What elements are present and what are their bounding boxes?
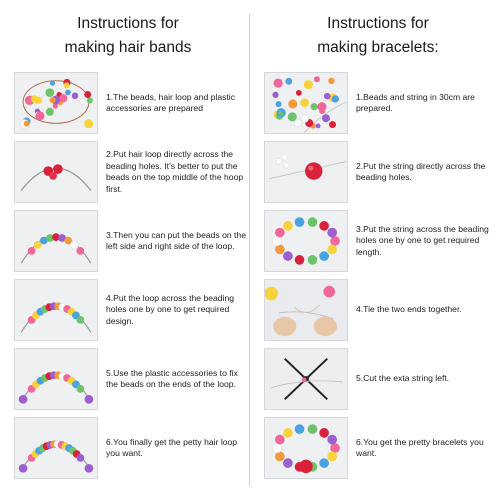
hairband-step-3-photo	[14, 210, 98, 272]
bead-icon	[19, 464, 28, 473]
bracelet-step-2-photo	[264, 141, 348, 203]
bead-icon	[288, 99, 297, 108]
bracelet-step-2	[258, 141, 498, 203]
bead-icon	[319, 221, 329, 231]
bead-icon	[296, 90, 302, 96]
bracelet-step-4-text: 4.Tie the two ends together.	[356, 304, 462, 315]
bracelet-step-5-text: 5.Cut the exta string left.	[356, 373, 450, 384]
bead-icon	[314, 76, 320, 82]
bracelet-step-3-photo	[264, 210, 348, 272]
bead-icon	[77, 385, 85, 393]
bead-icon	[64, 82, 70, 88]
bead-icon	[80, 99, 86, 105]
hairband-step-4	[8, 279, 248, 341]
bead-icon	[328, 78, 334, 84]
bead-icon	[31, 95, 39, 103]
bead-icon	[308, 217, 318, 227]
bead-icon	[272, 236, 282, 246]
bead-icon	[295, 217, 305, 227]
bead-icon	[275, 228, 285, 238]
bead-icon	[276, 101, 282, 107]
hairband-step-3-text: 3.Then you can put the beads on the left side and right side of the loop.	[106, 229, 246, 251]
bead-icon	[327, 245, 337, 255]
bead-icon	[330, 443, 340, 453]
bead-icon	[50, 97, 56, 103]
bead-icon	[300, 98, 309, 107]
hairbands-title-line1: Instructions for	[77, 15, 179, 32]
bracelet-step-3-text: 3.Put the string across the beading holes one by one to get required length.	[356, 223, 489, 257]
bead-icon	[19, 395, 28, 404]
bracelet-step-1-text: 1.Beads and string in 30cm are prepared.	[356, 91, 475, 113]
bracelet-step-6-photo	[264, 417, 348, 479]
bead-icon	[329, 121, 336, 128]
bracelet-step-1	[258, 72, 498, 134]
bead-icon	[87, 97, 93, 103]
bracelet-step-4	[258, 279, 498, 341]
bracelet-step-1-photo	[264, 72, 348, 134]
bead-icon	[275, 435, 285, 445]
hairband-step-2	[8, 141, 248, 203]
bead-icon	[28, 247, 36, 255]
bead-icon	[77, 454, 85, 462]
bracelet-step-6	[258, 417, 498, 479]
bead-icon	[46, 108, 54, 116]
bead-icon	[327, 435, 337, 445]
bead-icon	[77, 247, 85, 255]
bracelets-column	[258, 0, 498, 500]
bead-icon	[278, 111, 283, 116]
bead-icon	[272, 92, 278, 98]
bead-icon	[285, 78, 292, 85]
bead-icon	[299, 460, 313, 474]
bead-icon	[45, 88, 54, 97]
bead-icon	[322, 114, 330, 122]
bracelet-step-3	[258, 210, 498, 272]
bead-icon	[50, 81, 55, 86]
bead-icon	[84, 91, 91, 98]
hairband-step-6-photo	[14, 417, 98, 479]
bead-icon	[319, 108, 325, 114]
hairband-step-5-photo	[14, 348, 98, 410]
bead-icon	[72, 93, 79, 100]
hairband-step-2-photo	[14, 141, 98, 203]
bead-icon	[319, 428, 329, 438]
bracelets-title-line2: making bracelets:	[317, 39, 439, 56]
bead-icon	[283, 428, 293, 438]
bead-icon	[295, 424, 305, 434]
hairband-step-3	[8, 210, 248, 272]
bead-icon	[330, 236, 340, 246]
bead-icon	[70, 241, 78, 249]
bead-icon	[327, 452, 337, 462]
bead-icon	[311, 103, 318, 110]
bead-icon	[319, 251, 329, 261]
bracelet-step-5-photo	[264, 348, 348, 410]
bead-icon	[36, 111, 45, 120]
bead-icon	[283, 251, 293, 261]
bead-icon	[85, 395, 94, 404]
bracelets-title-line1: Instructions for	[327, 15, 429, 32]
bead-icon	[308, 424, 318, 434]
hairbands-title	[8, 12, 248, 60]
bead-icon	[301, 114, 309, 122]
hairband-step-4-text: 4.Put the loop across the beading holes one by one to get required design.	[106, 292, 235, 326]
bead-icon	[283, 458, 293, 468]
bead-icon	[274, 78, 283, 87]
hairband-step-1-text: 1.The beads, hair loop and plastic accessories are prepared	[106, 91, 235, 113]
bead-icon	[332, 95, 339, 102]
hairband-step-1	[8, 72, 248, 134]
bead-icon	[324, 93, 331, 100]
hairbands-title-line2: making hair bands	[64, 39, 192, 56]
hairbands-column	[8, 0, 248, 500]
hairband-step-5	[8, 348, 248, 410]
hairband-step-5-text: 5.Use the plastic accessories to fix the beads on the ends of the loop.	[106, 367, 238, 389]
bracelet-step-5	[258, 348, 498, 410]
bracelet-step-2-text: 2.Put the string directly across the beading holes.	[356, 160, 486, 182]
bead-icon	[77, 316, 85, 324]
bead-icon	[85, 464, 94, 473]
column-divider	[249, 14, 250, 486]
bead-icon	[316, 123, 321, 128]
hairband-step-6-text: 6.You finally get the petty hair loop you want.	[106, 436, 238, 458]
bracelet-step-6-text: 6.You get the pretty bracelets you want.	[356, 436, 484, 458]
hairband-step-4-photo	[14, 279, 98, 341]
bead-icon	[288, 112, 297, 121]
bead-icon	[59, 94, 68, 103]
bead-icon	[319, 458, 329, 468]
bead-icon	[304, 80, 313, 89]
bead-icon	[24, 121, 30, 127]
bead-icon	[308, 255, 318, 265]
bead-icon	[272, 443, 282, 453]
hairband-step-2-text: 2.Put hair loop directly across the beading holes. It's better to put the beads on the top middle of the hoop first.	[106, 149, 244, 194]
bracelet-step-4-photo	[264, 279, 348, 341]
hairband-step-1-photo	[14, 72, 98, 134]
bead-icon	[283, 221, 293, 231]
bead-icon	[327, 228, 337, 238]
bead-icon	[295, 255, 305, 265]
bead-icon	[84, 119, 93, 128]
bracelets-title	[258, 12, 498, 60]
bead-icon	[65, 90, 71, 96]
hairband-step-6	[8, 417, 248, 479]
